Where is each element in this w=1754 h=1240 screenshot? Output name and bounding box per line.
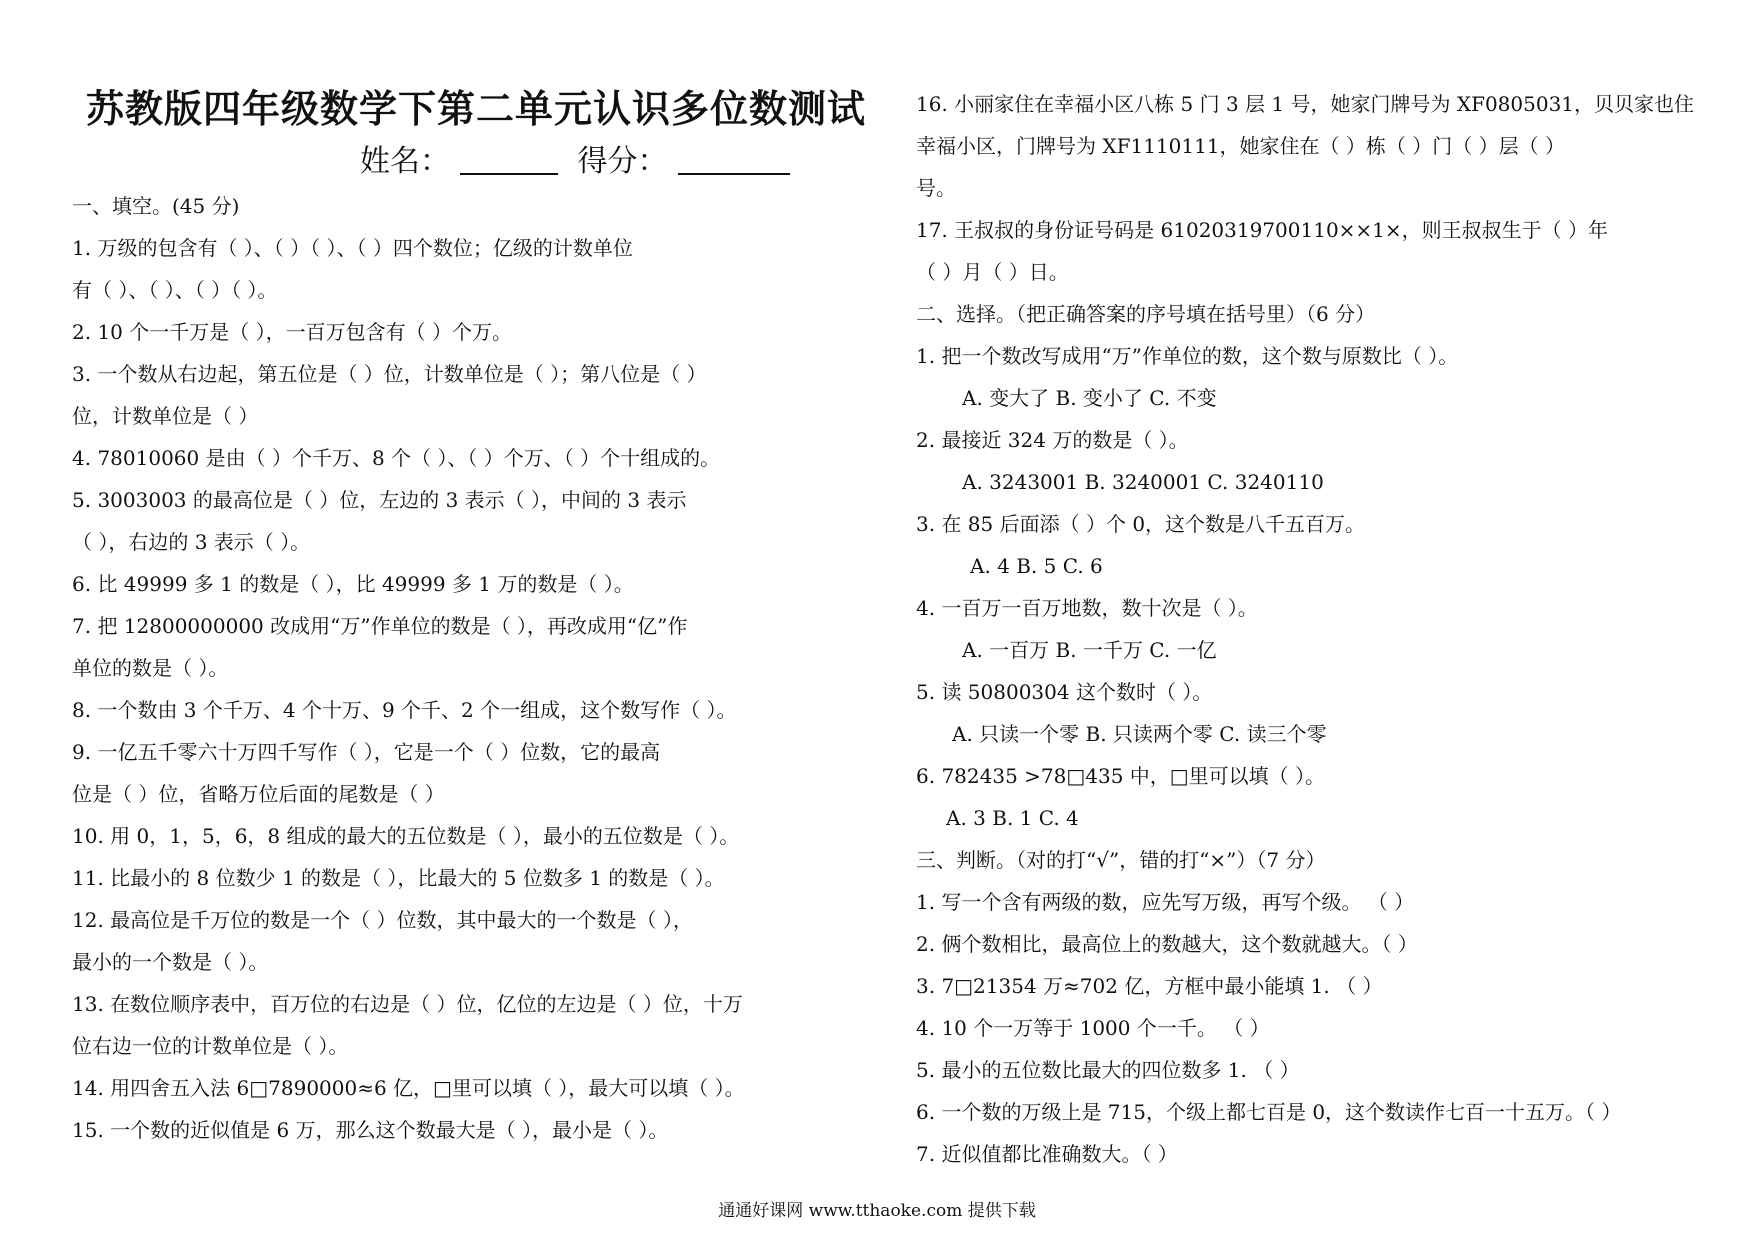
question-line: 2. 10 个一千万是（ ），一百万包含有（ ）个万。 <box>72 320 512 344</box>
choice-options: A. 3243001 B. 3240001 C. 3240110 <box>962 470 1324 494</box>
page-title: 苏教版四年级数学下第二单元认识多位数测试 <box>86 87 867 131</box>
question-line: 7. 近似值都比准确数大。（ ） <box>916 1142 1178 1166</box>
question-line: 10. 用 0，1，5，6，8 组成的最大的五位数是（ ），最小的五位数是（ ）。 <box>72 824 740 848</box>
question-line: 3. 一个数从右边起，第五位是（ ）位，计数单位是（ ）；第八位是（ ） <box>72 362 707 386</box>
question-line: 15. 一个数的近似值是 6 万，那么这个数最大是（ ），最小是（ ）。 <box>72 1118 669 1142</box>
left-question-list <box>72 185 862 1151</box>
choice-options: A. 只读一个零 B. 只读两个零 C. 读三个零 <box>952 722 1327 746</box>
section-heading-fill-in: 一、填空。(45 分) <box>72 194 240 218</box>
question-line: 14. 用四舍五入法 6□7890000≈6 亿，□里可以填（ ），最大可以填（ ）。 <box>72 1076 745 1100</box>
question-line: 3. 在 85 后面添（ ）个 0，这个数是八千五百万。 <box>916 512 1366 536</box>
question-line: 1. 万级的包含有（ ）、（ ）（ ）、（ ）四个数位；亿级的计数单位 <box>72 236 633 260</box>
question-line: 4. 78010060 是由（ ）个千万、8 个（ ）、（ ）个万、（ ）个十组成的。 <box>72 446 721 470</box>
question-line: 8. 一个数由 3 个千万、4 个十万、9 个千、2 个一组成，这个数写作（ ）。 <box>72 698 737 722</box>
question-line: 位，计数单位是（ ） <box>72 404 259 428</box>
question-line: 5. 最小的五位数比最大的四位数多 1. （ ） <box>916 1058 1300 1082</box>
choice-options: A. 一百万 B. 一千万 C. 一亿 <box>962 638 1217 662</box>
question-line: 1. 把一个数改写成用“万”作单位的数，这个数与原数比（ ）。 <box>916 344 1459 368</box>
choice-options: A. 变大了 B. 变小了 C. 不变 <box>962 386 1217 410</box>
section-heading-choice: 二、选择。（把正确答案的序号填在括号里）（6 分） <box>916 302 1376 326</box>
choice-options: A. 4 B. 5 C. 6 <box>970 554 1103 578</box>
question-line: （ ），右边的 3 表示（ ）。 <box>72 530 311 554</box>
question-line: 有（ ）、（ ）、（ ）（ ）。 <box>72 278 278 302</box>
score-blank[interactable] <box>678 143 790 175</box>
name-blank[interactable] <box>460 143 558 175</box>
question-line: 位是（ ）位，省略万位后面的尾数是（ ） <box>72 782 445 806</box>
question-line: 4. 一百万一百万地数，数十次是（ ）。 <box>916 596 1258 620</box>
question-line: 5. 3003003 的最高位是（ ）位，左边的 3 表示（ ），中间的 3 表示 <box>72 488 687 512</box>
question-line: 17. 王叔叔的身份证号码是 61020319700110××1×，则王叔叔生于（ ）年 <box>916 218 1609 242</box>
name-score-bar <box>360 136 800 180</box>
question-line: 1. 写一个含有两级的数，应先写万级，再写个级。 （ ） <box>916 890 1415 914</box>
footer-credit: 通通好课网 www.tthaoke.com 提供下载 <box>718 1201 1036 1221</box>
section-heading-judge: 三、判断。（对的打“√”，错的打“×”）（7 分） <box>916 848 1326 872</box>
question-line: （ ）月（ ）日。 <box>916 260 1069 284</box>
choice-options: A. 3 B. 1 C. 4 <box>946 806 1079 830</box>
question-line: 最小的一个数是（ ）。 <box>72 950 269 974</box>
question-line: 6. 782435 >78□435 中，□里可以填（ ）。 <box>916 764 1326 788</box>
right-question-list <box>916 83 1712 1175</box>
question-line: 5. 读 50800304 这个数时（ ）。 <box>916 680 1213 704</box>
question-line: 2. 俩个数相比，最高位上的数越大，这个数就越大。（ ） <box>916 932 1418 956</box>
name-label: 姓名： <box>360 144 450 179</box>
question-line: 9. 一亿五千零六十万四千写作（ ），它是一个（ ）位数，它的最高 <box>72 740 661 764</box>
question-line: 4. 10 个一万等于 1000 个一千。 （ ） <box>916 1016 1270 1040</box>
question-line: 2. 最接近 324 万的数是（ ）。 <box>916 428 1189 452</box>
question-line: 幸福小区，门牌号为 XF1110111，她家住在（ ）栋（ ）门（ ）层（ ） <box>916 134 1565 158</box>
question-line: 3. 7□21354 万≈702 亿，方框中最小能填 1. （ ） <box>916 974 1383 998</box>
question-line: 12. 最高位是千万位的数是一个（ ）位数，其中最大的一个数是（ ）， <box>72 908 693 932</box>
question-line: 11. 比最小的 8 位数少 1 的数是（ ），比最大的 5 位数多 1 的数是（ ）。 <box>72 866 725 890</box>
question-line: 号。 <box>916 176 956 200</box>
question-line: 6. 一个数的万级上是 715，个级上都七百是 0，这个数读作七百一十五万。（ ） <box>916 1100 1622 1124</box>
question-line: 16. 小丽家住在幸福小区八栋 5 门 3 层 1 号，她家门牌号为 XF0805031，贝贝家也住 <box>916 92 1695 116</box>
question-line: 13. 在数位顺序表中，百万位的右边是（ ）位，亿位的左边是（ ）位，十万 <box>72 992 743 1016</box>
question-line: 7. 把 12800000000 改成用“万”作单位的数是（ ），再改成用“亿”作 <box>72 614 688 638</box>
score-label: 得分： <box>577 144 668 179</box>
question-line: 6. 比 49999 多 1 的数是（ ），比 49999 多 1 万的数是（ ）。 <box>72 572 634 596</box>
question-line: 单位的数是（ ）。 <box>72 656 229 680</box>
question-line: 位右边一位的计数单位是（ ）。 <box>72 1034 349 1058</box>
